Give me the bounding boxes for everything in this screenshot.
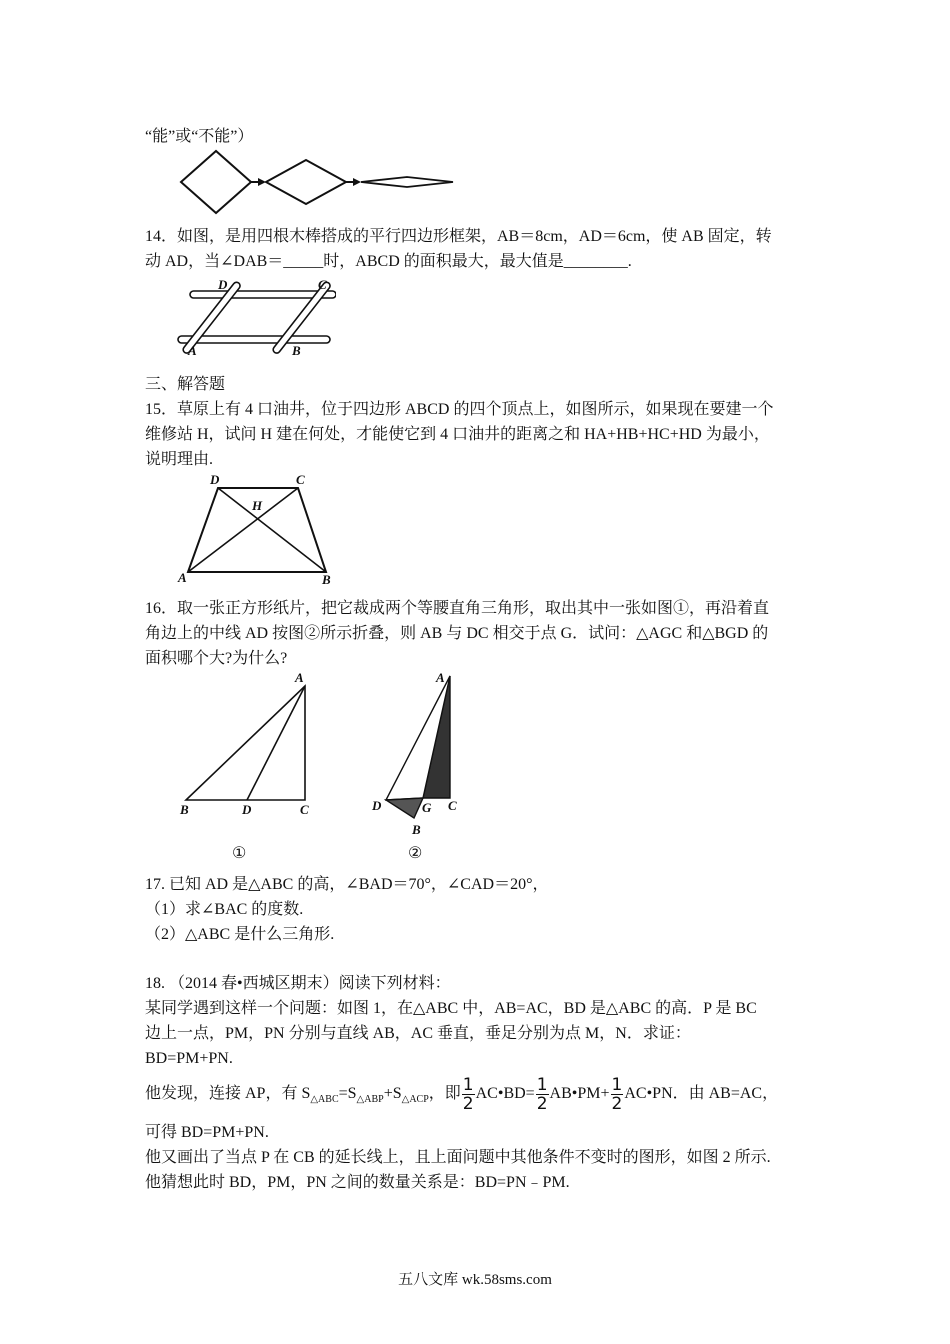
text-line: 他又画出了当点 P 在 CB 的延长线上，且上面问题中其他条件不变时的图形，如图 2 所示. bbox=[145, 1149, 771, 1166]
text-line: 角边上的中线 AD 按图②所示折叠，则 AB 与 DC 相交于点 G．试问：△AGC 和△BGD 的 bbox=[145, 625, 769, 642]
text-line: “能”或“不能”） bbox=[145, 128, 254, 145]
label-d: D bbox=[372, 798, 382, 813]
text-line: 可得 BD=PM+PN. bbox=[145, 1124, 269, 1141]
label-h: H bbox=[252, 498, 263, 513]
page-footer: 五八文库 wk.58sms.com bbox=[398, 1272, 552, 1288]
label-g: G bbox=[422, 800, 432, 815]
label-d: D bbox=[242, 802, 252, 817]
formula-line: 他发现，连接 AP，有 $S_{\triangle ABC}=S_{\triangle ABP}+S_{\triangle ACP}$，即 $\frac{1}{2}$ AC•BD= $\frac{1}{2}$ AB•PM+ $\frac{1}{2}$ AC•PN．由 AB=AC， bbox=[145, 1074, 779, 1114]
text-line: 说明理由. bbox=[145, 451, 214, 468]
label-c: C bbox=[300, 802, 309, 817]
label-b: B bbox=[180, 802, 189, 817]
label-a: A bbox=[295, 670, 304, 685]
text-line: 动 AD，当∠DAB＝_____时，ABCD 的面积最大，最大值是________. bbox=[145, 253, 632, 270]
label-c: C bbox=[318, 277, 327, 292]
oil-well-quadrilateral-figure bbox=[174, 472, 344, 588]
label-a: A bbox=[188, 343, 197, 358]
label-b: B bbox=[322, 572, 331, 587]
section-title: 三、解答题 bbox=[145, 376, 226, 393]
figure-caption: ① bbox=[232, 845, 247, 862]
text-line: （2）△ABC 是什么三角形. bbox=[145, 926, 335, 943]
text-line: BD=PM+PN. bbox=[145, 1050, 233, 1067]
text-line: 15．草原上有 4 口油井，位于四边形 ABCD 的四个顶点上，如图所示，如果现在要建一个 bbox=[145, 401, 774, 418]
fraction-half: $\frac{1}{2}$ bbox=[536, 1074, 548, 1114]
text-line: 16．取一张正方形纸片，把它裁成两个等腰直角三角形，取出其中一张如图①，再沿着直 bbox=[145, 600, 770, 617]
text-line: 17. 已知 AD 是△ABC 的高，∠BAD＝70°，∠CAD＝20°， bbox=[145, 876, 549, 893]
fraction-half: $\frac{1}{2}$ bbox=[611, 1074, 623, 1114]
text-line: （1）求∠BAC 的度数. bbox=[145, 901, 304, 918]
text-line: 他猜想此时 BD，PM，PN 之间的数量关系是：BD=PN﹣PM. bbox=[145, 1174, 570, 1191]
text-line: 边上一点，PM，PN 分别与直线 AB，AC 垂直，垂足分别为点 M，N．求证： bbox=[145, 1025, 691, 1042]
label-d: D bbox=[218, 277, 228, 292]
label-b: B bbox=[412, 822, 421, 837]
label-a: A bbox=[178, 570, 187, 585]
label-c: C bbox=[296, 472, 305, 487]
label-d: D bbox=[210, 472, 220, 487]
text-line: 14．如图，是用四根木棒搭成的平行四边形框架，AB＝8cm，AD＝6cm，使 AB 固定，转 bbox=[145, 228, 772, 245]
text-line: 某同学遇到这样一个问题：如图 1，在△ABC 中，AB=AC，BD 是△ABC 的高．P 是 BC bbox=[145, 1000, 757, 1017]
text-line: 18. （2014 春•西城区期末）阅读下列材料： bbox=[145, 975, 451, 992]
triangle-figure-1 bbox=[170, 668, 320, 864]
folded-triangle-figure-2 bbox=[366, 668, 476, 864]
fraction-half: $\frac{1}{2}$ bbox=[462, 1074, 474, 1114]
rhombus-sequence-figure bbox=[178, 148, 458, 216]
label-a: A bbox=[436, 670, 445, 685]
label-b: B bbox=[292, 343, 301, 358]
text-line: 维修站 H，试问 H 建在何处，才能使它到 4 口油井的距离之和 HA+HB+HC+HD 为最小， bbox=[145, 426, 770, 443]
figure-caption: ② bbox=[408, 845, 423, 862]
stick-frame-figure bbox=[176, 276, 336, 360]
text-line: 面积哪个大?为什么? bbox=[145, 650, 288, 667]
label-c: C bbox=[448, 798, 457, 813]
